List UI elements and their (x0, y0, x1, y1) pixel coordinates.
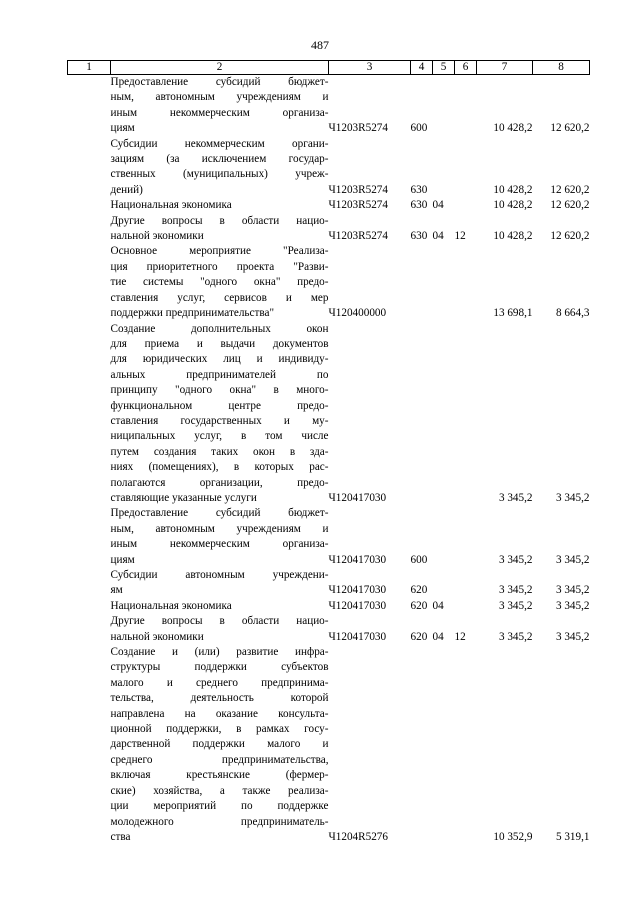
expense-type-code: 630 (410, 183, 428, 196)
amount-column-8: 12 620,2 (550, 199, 590, 212)
description-line: ские) хозяйства, а также реализа- (110, 784, 329, 797)
table-row (68, 244, 590, 321)
expense-type-code: 620 (410, 630, 428, 643)
amount-column-8: 3 345,2 (555, 599, 590, 612)
table-row (68, 322, 590, 507)
row-description (111, 614, 329, 645)
description-line: тельства, деятельность которой (110, 692, 329, 705)
subsection-code (455, 645, 477, 845)
section-code: 04 (432, 199, 444, 212)
description-line: иным некоммерческим организа- (110, 538, 329, 551)
row-number-cell (68, 645, 111, 845)
row-description (111, 137, 329, 199)
row-number-cell (68, 214, 111, 245)
subsection-code (455, 137, 477, 199)
row-description (111, 244, 329, 321)
amount-column-7: 10 428,2 (493, 183, 533, 196)
subsection-code (455, 568, 477, 599)
row-description (111, 322, 329, 507)
column-header-5: 5 (433, 61, 455, 75)
amount-column-7: 10 352,9 (493, 830, 533, 843)
section-code (433, 75, 455, 137)
row-number-cell (68, 614, 111, 645)
table-row (68, 614, 590, 645)
description-line: зациям (за исключением государ- (110, 153, 329, 166)
row-description (111, 75, 329, 137)
description-line: тие системы "одного окна" предо- (110, 276, 329, 289)
description-line: ставляющие указанные услуги (110, 491, 257, 504)
row-description (111, 214, 329, 245)
amount-column-8: 8 664,3 (555, 307, 590, 320)
row-number-cell (68, 137, 111, 199)
column-header-2: 2 (111, 61, 329, 75)
target-article-code: Ч120417030 (328, 630, 387, 643)
subsection-code (455, 322, 477, 507)
subsection-code: 12 (454, 630, 466, 643)
column-header-4: 4 (411, 61, 433, 75)
section-code (433, 506, 455, 568)
row-number-cell (68, 75, 111, 137)
description-line: иным некоммерческим организа- (110, 106, 329, 119)
amount-column-7: 13 698,1 (493, 307, 533, 320)
target-article-code: Ч120417030 (328, 599, 387, 612)
amount-column-7: 3 345,2 (498, 553, 533, 566)
description-line: нальной экономики (110, 230, 204, 243)
description-line: Другие вопросы в области нацио- (110, 214, 329, 227)
column-number-header-row (68, 61, 590, 75)
section-code (433, 568, 455, 599)
amount-column-7: 10 428,2 (493, 122, 533, 135)
column-header-6: 6 (455, 61, 477, 75)
description-line: ниципальных услуг, в том числе (110, 430, 329, 443)
table-row (68, 198, 590, 213)
target-article-code: Ч120417030 (328, 553, 387, 566)
row-number-cell (68, 568, 111, 599)
description-line: для юридических лиц и индивиду- (110, 353, 329, 366)
description-line: полагаются организации, предо- (110, 476, 329, 489)
column-header-1: 1 (68, 61, 111, 75)
row-description (111, 506, 329, 568)
description-line: ниях (помещениях), в которых рас- (110, 461, 329, 474)
table-row (68, 137, 590, 199)
amount-column-7: 10 428,2 (493, 199, 533, 212)
table-row (68, 506, 590, 568)
amount-column-8: 3 345,2 (555, 491, 590, 504)
description-line: Предоставление субсидий бюджет- (110, 507, 329, 520)
description-line: принципу "одного окна" в много- (110, 384, 329, 397)
column-header-3: 3 (329, 61, 411, 75)
expense-type-code (411, 244, 433, 321)
row-number-cell (68, 322, 111, 507)
amount-column-7: 3 345,2 (498, 584, 533, 597)
table-row (68, 645, 590, 845)
subsection-code (455, 198, 477, 213)
row-description (111, 198, 329, 213)
subsection-code: 12 (454, 230, 466, 243)
budget-table (67, 60, 590, 845)
row-description (111, 568, 329, 599)
section-code (433, 645, 455, 845)
page-number: 487 (311, 38, 329, 52)
table-row (68, 75, 590, 137)
description-line: функциональном центре предо- (110, 399, 329, 412)
subsection-code (455, 506, 477, 568)
description-line: ционной поддержки, в рамках госу- (110, 723, 329, 736)
description-line: для приема и выдачи документов (110, 337, 329, 350)
description-line: альных предпринимателей по (110, 368, 329, 381)
amount-column-8: 12 620,2 (550, 122, 590, 135)
amount-column-8: 12 620,2 (550, 183, 590, 196)
description-line: ция приоритетного проекта "Разви- (110, 260, 329, 273)
target-article-code: Ч1204R5276 (328, 830, 388, 843)
section-code: 04 (432, 630, 444, 643)
amount-column-7: 3 345,2 (498, 599, 533, 612)
target-article-code: Ч1203R5274 (328, 122, 388, 135)
table-row (68, 214, 590, 245)
expense-type-code: 620 (410, 584, 428, 597)
description-line: нальной экономики (110, 630, 204, 643)
description-line: Другие вопросы в области нацио- (110, 615, 329, 628)
row-description (111, 645, 329, 845)
description-line: малого и среднего предпринима- (110, 676, 329, 689)
amount-column-7: 3 345,2 (498, 491, 533, 504)
row-number-cell (68, 599, 111, 614)
description-line: Национальная экономика (110, 199, 232, 212)
table-row (68, 599, 590, 614)
description-line: Предоставление субсидий бюджет- (110, 76, 329, 88)
description-line: Основное мероприятие "Реализа- (110, 245, 329, 258)
description-line: молодежного предприниматель- (110, 815, 329, 828)
section-code: 04 (432, 599, 444, 612)
description-line: путем создания таких окон в зда- (110, 445, 329, 458)
subsection-code (455, 599, 477, 614)
target-article-code: Ч1203R5274 (328, 199, 388, 212)
description-line: ным, автономным учреждениям и (110, 522, 329, 535)
target-article-code: Ч120400000 (328, 307, 387, 320)
subsection-code (455, 75, 477, 137)
description-line: Создание и (или) развитие инфра- (110, 646, 329, 659)
row-number-cell (68, 506, 111, 568)
description-line: среднего предпринимательства, (110, 753, 329, 766)
amount-column-8: 3 345,2 (555, 553, 590, 566)
expense-type-code: 600 (410, 553, 428, 566)
expense-type-code: 620 (410, 599, 428, 612)
description-line: структуры поддержки субъектов (110, 661, 329, 674)
expense-type-code (411, 322, 433, 507)
row-number-cell (68, 198, 111, 213)
target-article-code: Ч1203R5274 (328, 183, 388, 196)
section-code (433, 137, 455, 199)
description-line: ставления услуг, сервисов и мер (110, 291, 329, 304)
column-header-7: 7 (477, 61, 533, 75)
description-line: ции мероприятий по поддержке (110, 800, 329, 813)
row-number-cell (68, 244, 111, 321)
subsection-code (455, 244, 477, 321)
target-article-code: Ч120417030 (328, 584, 387, 597)
description-line: ным, автономным учреждениям и (110, 91, 329, 104)
section-code: 04 (432, 230, 444, 243)
table-row (68, 568, 590, 599)
target-article-code: Ч120417030 (328, 491, 387, 504)
description-line: ства (110, 830, 131, 843)
amount-column-8: 5 319,1 (555, 830, 590, 843)
row-description (111, 599, 329, 614)
amount-column-8: 3 345,2 (555, 584, 590, 597)
description-line: ставления государственных и му- (110, 414, 329, 427)
description-line: дений) (110, 183, 143, 196)
target-article-code: Ч1203R5274 (328, 230, 388, 243)
description-line: включая крестьянские (фермер- (110, 769, 329, 782)
description-line: поддержки предпринимательства" (110, 307, 275, 320)
description-line: Создание дополнительных окон (110, 322, 329, 335)
amount-column-7: 3 345,2 (498, 630, 533, 643)
description-line: ственных (муниципальных) учреж- (110, 168, 329, 181)
description-line: Национальная экономика (110, 599, 232, 612)
description-line: ям (110, 584, 123, 597)
expense-type-code: 600 (410, 122, 428, 135)
description-line: дарственной поддержки малого и (110, 738, 329, 751)
amount-column-8: 12 620,2 (550, 230, 590, 243)
column-header-8: 8 (533, 61, 590, 75)
description-line: Субсидии некоммерческим органи- (110, 137, 329, 150)
expense-type-code (411, 645, 433, 845)
description-line: циям (110, 122, 135, 135)
description-line: направлена на оказание консульта- (110, 707, 329, 720)
description-line: Субсидии автономным учреждени- (110, 569, 329, 581)
section-code (433, 322, 455, 507)
amount-column-8: 3 345,2 (555, 630, 590, 643)
section-code (433, 244, 455, 321)
expense-type-code: 630 (410, 230, 428, 243)
description-line: циям (110, 553, 135, 566)
expense-type-code: 630 (410, 199, 428, 212)
amount-column-7: 10 428,2 (493, 230, 533, 243)
